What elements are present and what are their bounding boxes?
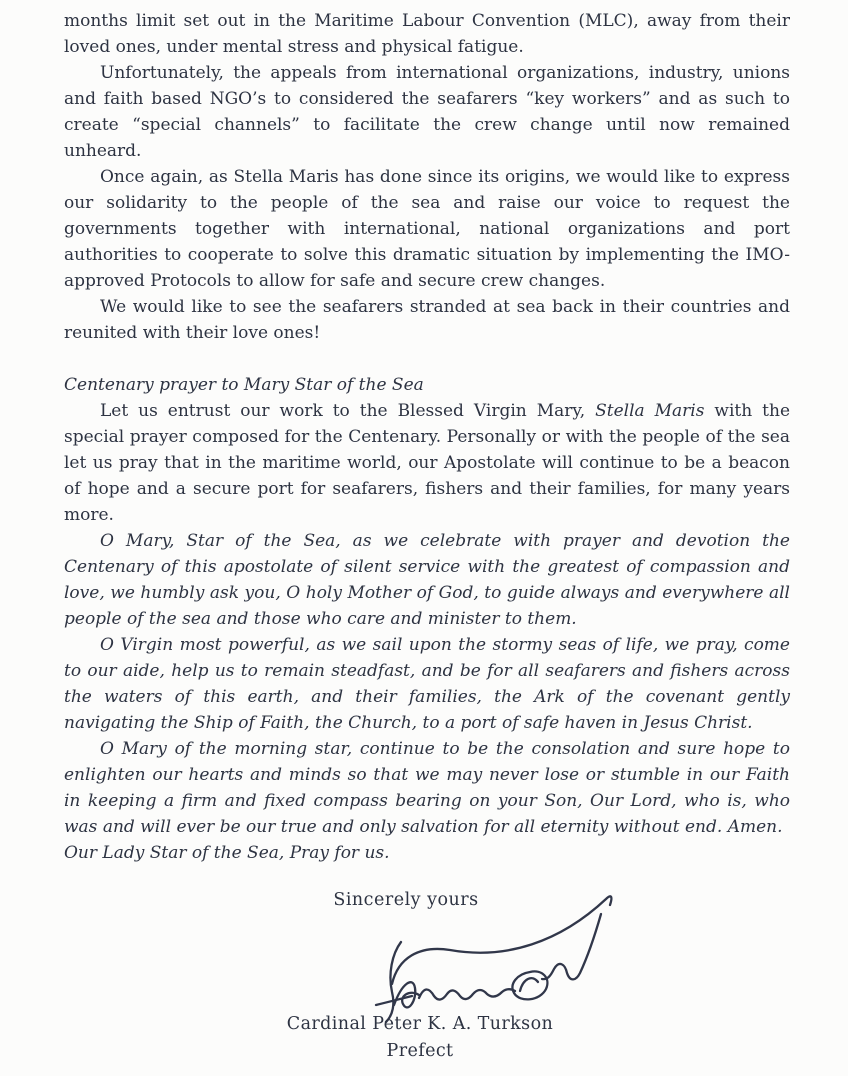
signatory-title: Prefect xyxy=(386,1041,454,1061)
paragraph: Our Lady Star of the Sea, Pray for us. xyxy=(64,843,390,863)
paragraph: Once again, as Stella Maris has done since its origins, we would like to express our solidarity to the people of the sea and raise our voice to request the governments together with international, national organizations and port authorities to cooperate to solve this dramatic situation by implementing the IMO-approved Protocols to allow for safe and secure crew changes. xyxy=(64,167,790,291)
paragraph: O Mary of the morning star, continue to be the consolation and sure hope to enlighten our hearts and minds so that we may never lose or stumble in our Faith in keeping a firm and fixed compass bearing on your Son, Our Lord, who is, who was and will ever be our true and only salvation for all eternity without end. Amen. xyxy=(64,739,790,837)
paragraph: months limit set out in the Maritime Labour Convention (MLC), away from their loved ones, under mental stress and physical fatigue. xyxy=(64,11,790,57)
paragraph: We would like to see the seafarers stranded at sea back in their countries and reunited with their love ones! xyxy=(64,297,790,343)
paragraph: O Mary, Star of the Sea, as we celebrate with prayer and devotion the Centenary of this apostolate of silent service with the greatest of compassion and love, we humbly ask you, O holy Mother of God, to guide always and everywhere all people of the sea and those who care and minister to them. xyxy=(64,531,790,629)
section-heading: Centenary prayer to Mary Star of the Sea xyxy=(64,375,424,395)
letter-closing xyxy=(0,890,848,1076)
paragraph: Let us entrust our work to the Blessed Virgin Mary, Stella Maris with the special prayer composed for the Centenary. Personally or with the people of the sea let us pray that in the maritime world, our Apostolate will continue to be a beacon of hope and a secure port for seafarers, fishers and their families, for many years more. xyxy=(64,401,791,525)
paragraph: Unfortunately, the appeals from international organizations, industry, unions and faith based NGO’s to considered the seafarers “key workers” and as such to create “special channels” to facilitate the crew change until now remained unheard. xyxy=(64,63,790,161)
closing-salutation: Sincerely yours xyxy=(333,890,479,910)
paragraph: O Virgin most powerful, as we sail upon the stormy seas of life, we pray, come to our aide, help us to remain steadfast, and be for all seafarers and fishers across the waters of this earth, and their families, the Ark of the covenant gently navigating the Ship of Faith, the Church, to a port of safe haven in Jesus Christ. xyxy=(64,635,790,733)
signatory-name: Cardinal Peter K. A. Turkson xyxy=(286,1014,554,1034)
